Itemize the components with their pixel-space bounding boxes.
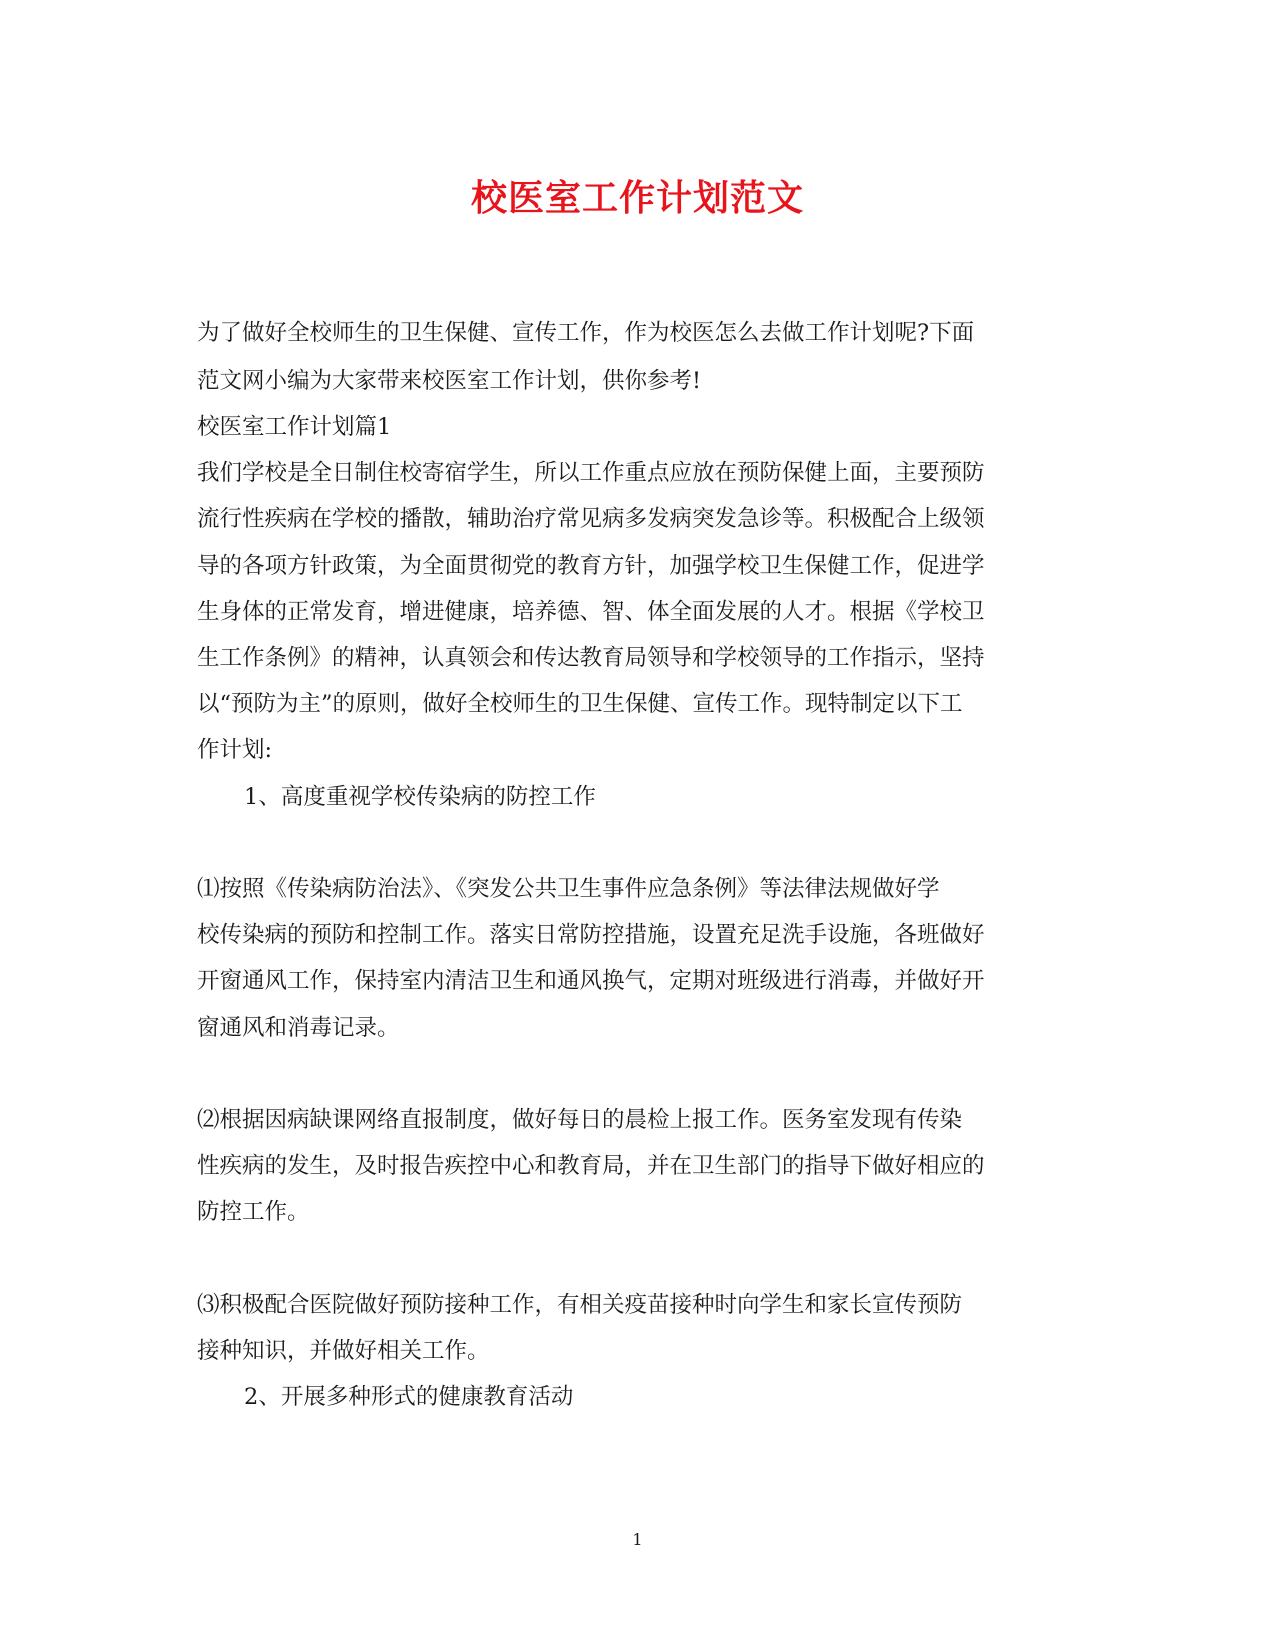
document-title: 校医室工作计划范文 [470,177,804,219]
paragraph-line: 流行性疾病在学校的播散，辅助治疗常见病多发病突发急诊等。积极配合上级领 [197,506,985,532]
numbered-heading: 2、开展多种形式的健康教育活动 [244,1384,574,1410]
numbered-heading: 1、高度重视学校传染病的防控工作 [244,784,596,810]
paragraph-line: 作计划: [197,737,273,763]
paragraph-line: 接种知识，并做好相关工作。 [197,1338,490,1364]
paragraph-line: 窗通风和消毒记录。 [197,1015,400,1041]
paragraph-line: ⑵根据因病缺课网络直报制度，做好每日的晨检上报工作。医务室发现有传染 [197,1107,963,1133]
paragraph-line: 开窗通风工作，保持室内清洁卫生和通风换气，定期对班级进行消毒，并做好开 [197,968,985,994]
paragraph-line: 我们学校是全日制住校寄宿学生，所以工作重点应放在预防保健上面，主要预防 [197,460,985,486]
paragraph-line: 导的各项方针政策，为全面贯彻党的教育方针，加强学校卫生保健工作，促进学 [197,553,985,579]
paragraph-line: 为了做好全校师生的卫生保健、宣传工作，作为校医怎么去做工作计划呢?下面 [197,320,975,346]
paragraph-line: 以“预防为主”的原则，做好全校师生的卫生保健、宣传工作。现特制定以下工 [197,691,963,717]
paragraph-line: 生工作条例》的精神，认真领会和传达教育局领导和学校领导的工作指示，坚持 [197,645,985,671]
paragraph-line: 范文网小编为大家带来校医室工作计划，供你参考! [197,368,702,394]
paragraph-line: 校传染病的预防和控制工作。落实日常防控措施，设置充足洗手设施，各班做好 [197,922,985,948]
paragraph-line: 生身体的正常发育，增进健康，培养德、智、体全面发展的人才。根据《学校卫 [197,599,985,625]
paragraph-line: ⑶积极配合医院做好预防接种工作，有相关疫苗接种时向学生和家长宣传预防 [197,1292,963,1318]
page-number: 1 [632,1530,643,1549]
paragraph-line: 性疾病的发生，及时报告疾控中心和教育局，并在卫生部门的指导下做好相应的 [197,1153,985,1179]
paragraph-line: 防控工作。 [197,1199,310,1225]
section-heading: 校医室工作计划篇1 [197,414,392,440]
paragraph-line: ⑴按照《传染病防治法》、《突发公共卫生事件应急条例》等法律法规做好学 [197,876,940,902]
